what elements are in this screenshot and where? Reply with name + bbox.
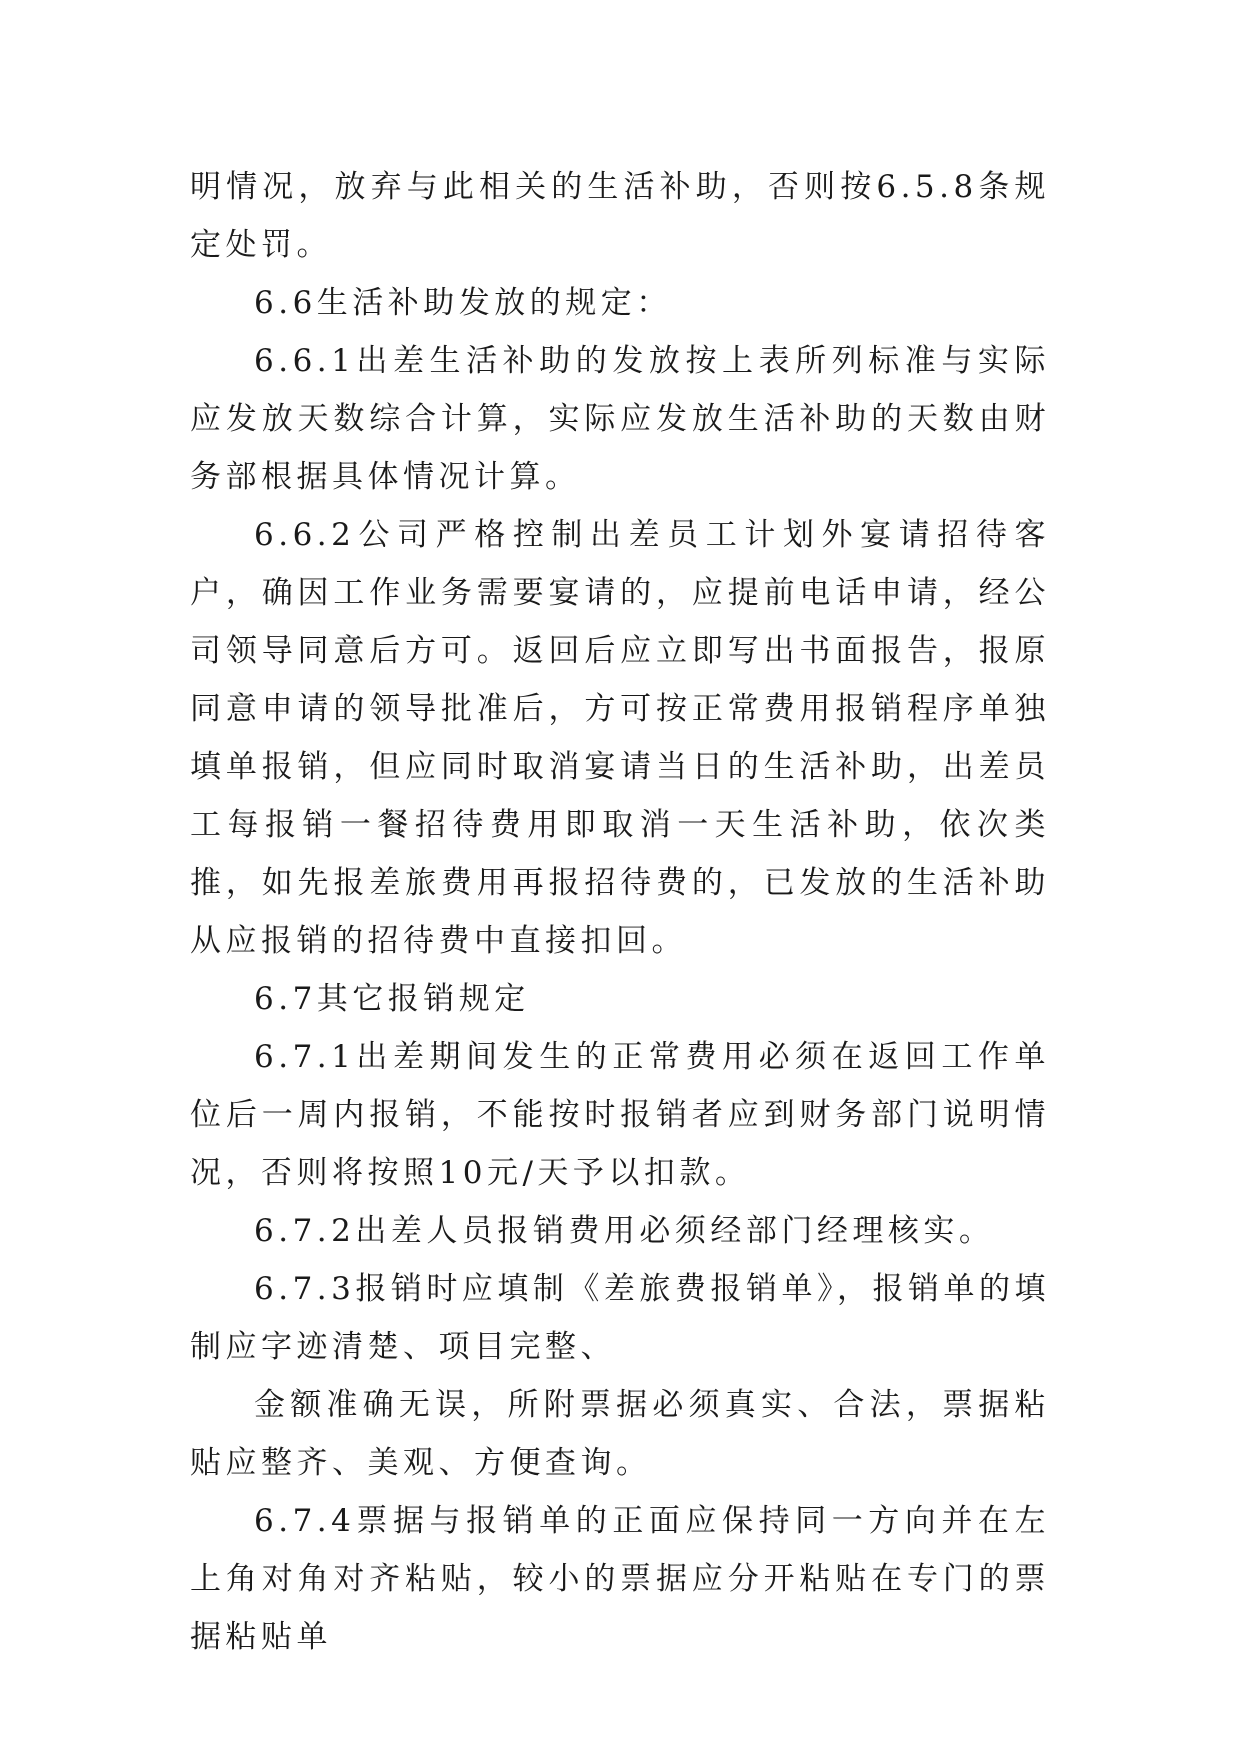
section-heading: 6.6生活补助发放的规定： [254, 285, 672, 321]
paragraph: 6.7.1出差期间发生的正常费用必须在返回工作单位后一周内报销，不能按时报销者应到财务部门说明情况，否则将按照10元/天予以扣款。 [190, 1039, 1050, 1191]
section-heading: 6.7其它报销规定 [254, 981, 530, 1017]
paragraph: 6.7.4票据与报销单的正面应保持同一方向并在左上角对角对齐粘贴，较小的票据应分开粘贴在专门的票据粘贴单 [190, 1503, 1050, 1655]
paragraph: 6.7.2出差人员报销费用必须经部门经理核实。 [254, 1213, 995, 1249]
paragraph: 6.7.3报销时应填制《差旅费报销单》，报销单的填制应字迹清楚、项目完整、 [190, 1271, 1050, 1365]
paragraph: 6.6.2公司严格控制出差员工计划外宴请招待客户，确因工作业务需要宴请的，应提前电话申请，经公司领导同意后方可。返回后应立即写出书面报告，报原同意申请的领导批准后，方可按正常费用报销程序单独填单报销，但应同时取消宴请当日的生活补助，出差员工每报销一餐招待费用即取消一天生活补助，依次类推，如先报差旅费用再报招待费的，已发放的生活补助从应报销的招待费中直接扣回。 [190, 517, 1050, 959]
paragraph: 6.6.1出差生活补助的发放按上表所列标准与实际应发放天数综合计算，实际应发放生活补助的天数由财务部根据具体情况计算。 [190, 343, 1050, 495]
paragraph: 金额准确无误，所附票据必须真实、合法，票据粘贴应整齐、美观、方便查询。 [190, 1387, 1050, 1481]
paragraph: 明情况，放弃与此相关的生活补助，否则按6.5.8条规定处罚。 [190, 169, 1050, 263]
document-body [190, 158, 1050, 1666]
